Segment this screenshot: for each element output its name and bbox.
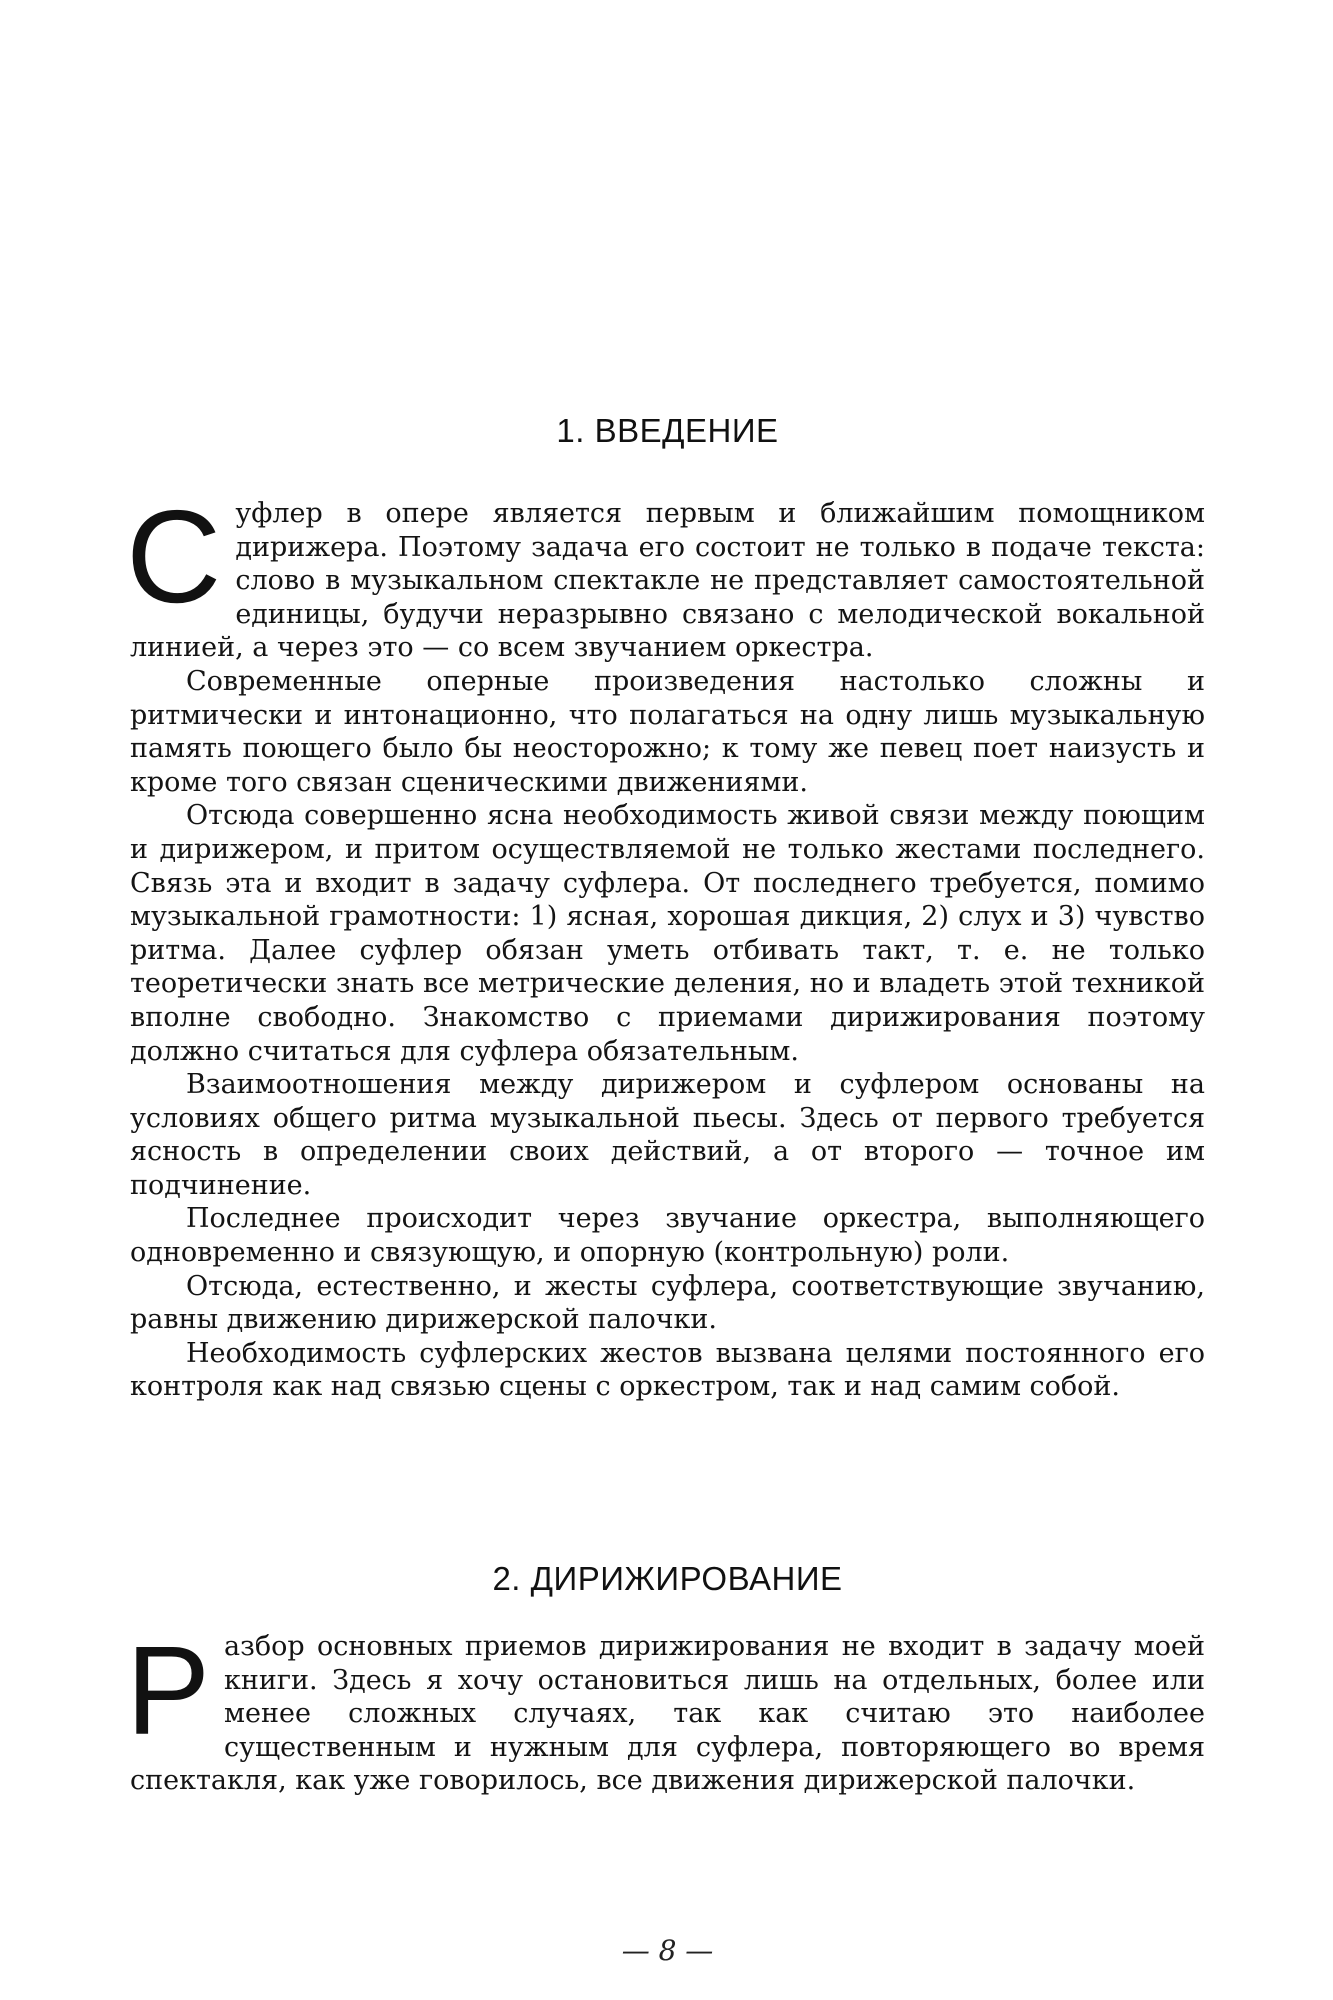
section-2-heading: 2. ДИРИЖИРОВАНИЕ [492, 1560, 843, 1597]
section-1-heading: 1. ВВЕДЕНИЕ [556, 412, 779, 449]
section-2-drop-cap: Р [126, 1620, 211, 1761]
section-1-drop-cap: С [126, 483, 222, 630]
section-1-lead-text: уфлер в опере является первым и ближайшим помощником дирижера. Поэтому задача его состоит не только в подаче текста: слово в музыкальном спектакле не представляет самостоятельной единицы, будучи неразрывно связано с мелодической вокальной линией, а через это — со всем звучанием оркестра. [130, 498, 1205, 664]
section-2-lead-text: азбор основных приемов дирижирования не входит в задачу моей книги. Здесь я хочу остановиться лишь на отдельных, более или менее сложных случаях, так как считаю это наиболее существенным и нужным для суфлера, повторяющего во время спектакля, как уже говорилось, все движения дирижерской палочки. [130, 1631, 1205, 1797]
section-1-paragraph: Отсюда совершенно ясна необходимость живой связи между поющим и дирижером, и притом осуществляемой не только жестами последнего. Связь эта и входит в задачу суфлера. От последнего требуется, помимо музыкальной грамотности: 1) ясная, хорошая дикция, 2) слух и 3) чувство ритма. Далее суфлер обязан уметь отбивать такт, т. е. не только теоретически знать все метрические деления, но и владеть этой техникой вполне свободно. Знакомство с приемами дирижирования поэтому должно считаться для суфлера обязательным. [130, 800, 1205, 1067]
section-1-paragraph: Последнее происходит через звучание оркестра, выполняющего одновременно и связующую, и опорную (контрольную) роли. [130, 1203, 1205, 1269]
section-1-paragraph: Необходимость суфлерских жестов вызвана целями постоянного его контроля как над связью сцены с оркестром, так и над самим собой. [130, 1337, 1205, 1403]
book-page [126, 0, 1205, 2000]
section-1-paragraph: Современные оперные произведения настолько сложны и ритмически и интонационно, что полагаться на одну лишь музыкальную память поющего было бы неосторожно; к тому же певец поет наизусть и кроме того связан сценическими движениями. [130, 665, 1205, 798]
section-2-body [126, 1620, 1205, 1798]
section-1-lead-paragraph [126, 483, 1205, 665]
section-1-body [126, 483, 1205, 1404]
page-number: — 8 — [621, 1934, 714, 1967]
section-1-paragraph: Взаимоотношения между дирижером и суфлером основаны на условиях общего ритма музыкальной пьесы. Здесь от первого требуется ясность в определении своих действий, а от второго — точное им подчинение. [130, 1069, 1205, 1201]
section-1-paragraph: Отсюда, естественно, и жесты суфлера, соответствующие звучанию, равны движению дирижерской палочки. [130, 1270, 1205, 1336]
section-2-lead-paragraph [126, 1620, 1205, 1798]
